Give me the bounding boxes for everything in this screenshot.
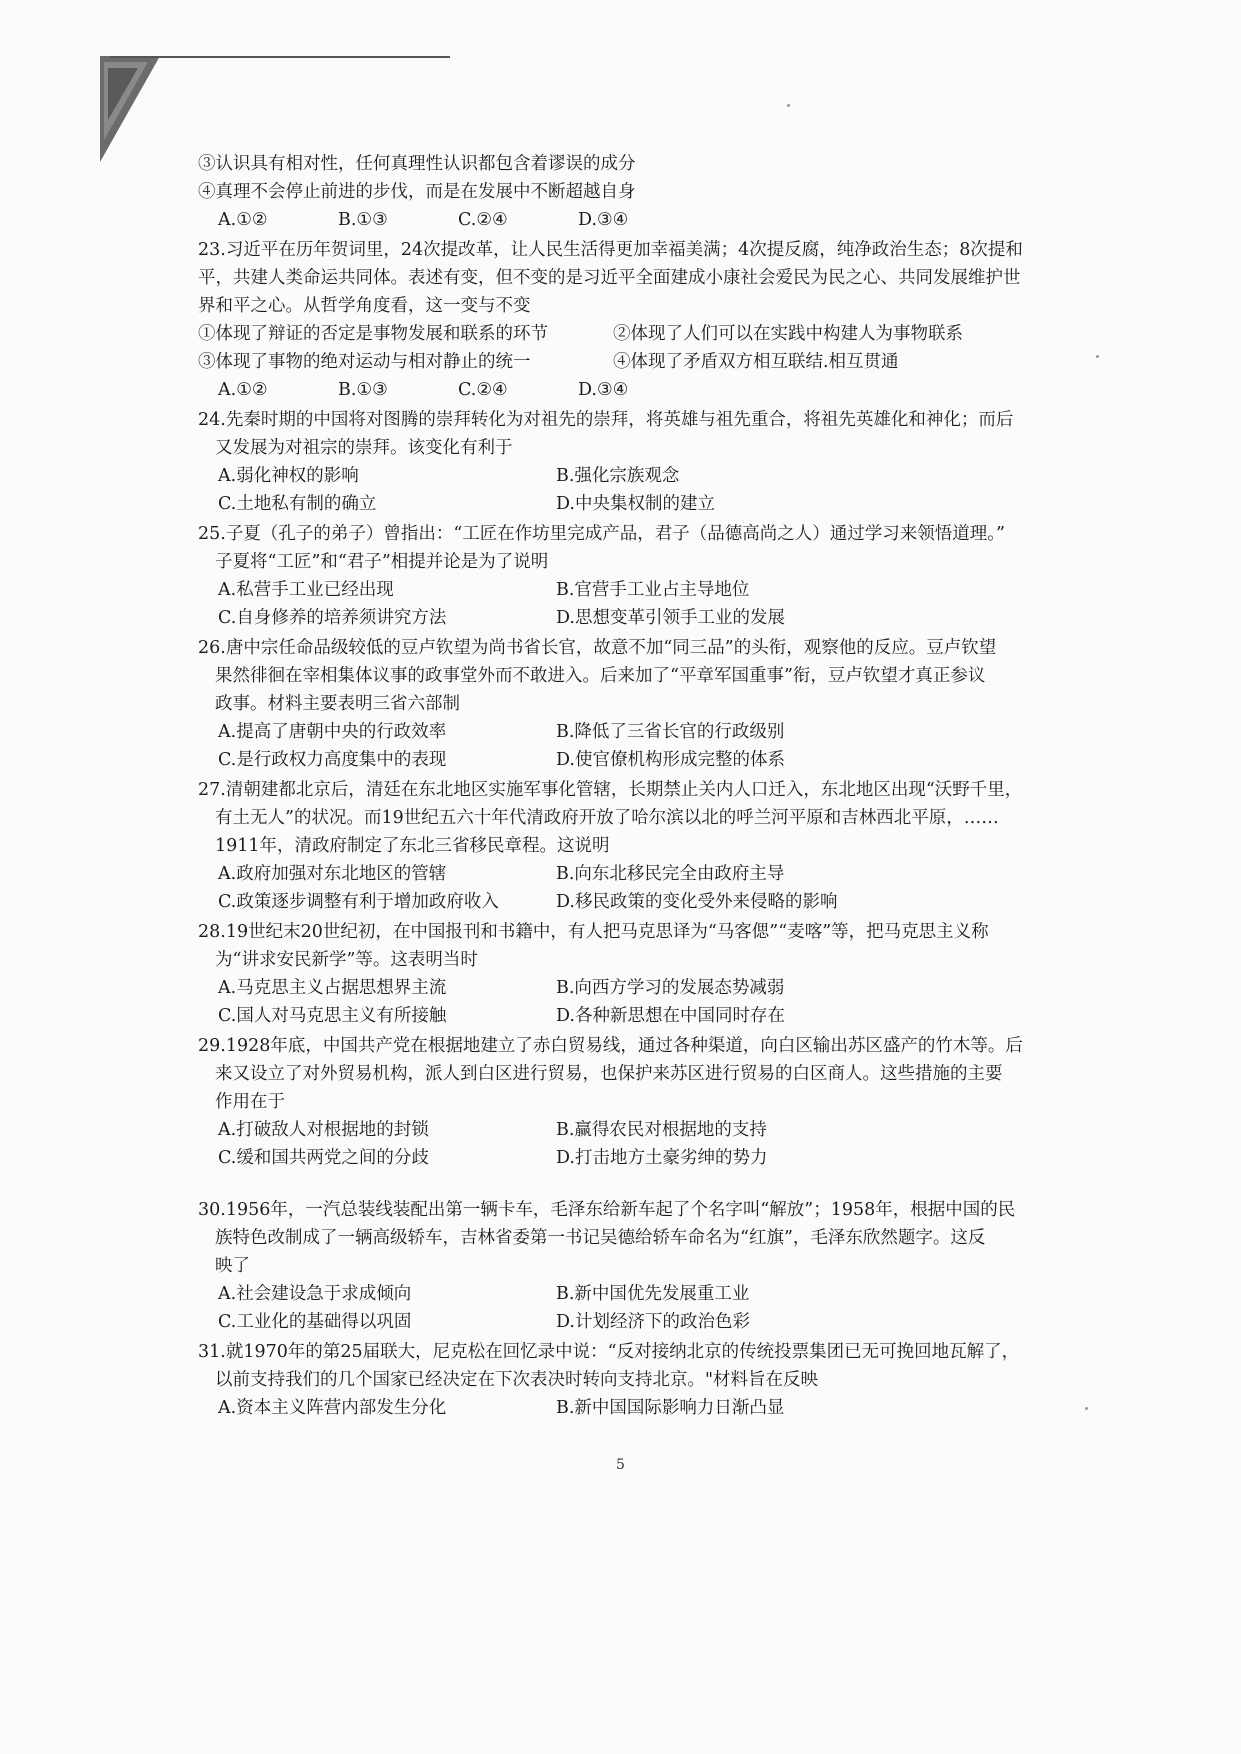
question-stem: 为“讲求安民新学”等。这表明当时	[215, 950, 478, 970]
option-a: A.①②	[218, 210, 268, 230]
question-stem: 又发展为对祖宗的崇拜。该变化有利于	[215, 438, 513, 458]
options-row	[198, 1144, 1068, 1172]
option-d: D.使官僚机构形成完整的体系	[556, 750, 785, 770]
options-row	[198, 1002, 1068, 1030]
question-stem: 26.唐中宗任命品级较低的豆卢钦望为尚书省长官，故意不加“同三品”的头衔，观察他的反应。豆卢钦望	[198, 638, 997, 658]
question-stem: 有土无人”的状况。而19世纪五六十年代清政府开放了哈尔滨以北的呼兰河平原和吉林西北平原，……	[215, 808, 999, 828]
statement: ③体现了事物的绝对运动与相对静止的统一	[198, 352, 531, 372]
scan-top-line	[110, 56, 450, 58]
option-a: A.弱化神权的影响	[218, 466, 359, 486]
question-stem: 23.习近平在历年贺词里，24次提改革，让人民生活得更加幸福美满；4次提反腐，纯净政治生态；8次提和	[198, 240, 1023, 260]
statement-4: ④真理不会停止前进的步伐，而是在发展中不断超越自身	[198, 182, 636, 202]
option-b: B.强化宗族观念	[556, 466, 680, 486]
option-c: C.国人对马克思主义有所接触	[218, 1006, 447, 1026]
option-b: B.①③	[338, 210, 388, 230]
question-28	[198, 918, 1068, 1030]
option-d: D.移民政策的变化受外来侵略的影响	[556, 892, 838, 912]
statement-row	[198, 320, 1068, 348]
option-d: D.打击地方土豪劣绅的势力	[556, 1148, 768, 1168]
question-31	[198, 1338, 1068, 1422]
question-stem: 子夏将“工匠”和“君子”相提并论是为了说明	[215, 552, 549, 572]
question-stem: 映了	[215, 1256, 250, 1276]
question-stem: 1911年，清政府制定了东北三省移民章程。这说明	[215, 836, 610, 856]
question-stem: 27.清朝建都北京后，清廷在东北地区实施军事化管辖，长期禁止关内人口迁入，东北地区出现“沃野千里，	[198, 780, 1023, 800]
question-stem: 以前支持我们的几个国家已经决定在下次表决时转向支持北京。"材料旨在反映	[215, 1370, 819, 1390]
question-stem: 29.1928年底，中国共产党在根据地建立了赤白贸易线，通过各种渠道，向白区输出苏区盛产的竹木等。后	[198, 1036, 1023, 1056]
options-row	[198, 604, 1068, 632]
option-b: B.向东北移民完全由政府主导	[556, 864, 785, 884]
question-26	[198, 634, 1068, 774]
question-stem: 作用在于	[215, 1092, 285, 1112]
question-stem: 30.1956年，一汽总装线装配出第一辆卡车，毛泽东给新车起了个名字叫“解放”；1958年，根据中国的民	[198, 1200, 1016, 1220]
option-b: B.①③	[338, 380, 388, 400]
options-row	[198, 888, 1068, 916]
statement-row	[198, 348, 1068, 376]
option-c: C.缓和国共两党之间的分歧	[218, 1148, 429, 1168]
option-b: B.赢得农民对根据地的支持	[556, 1120, 767, 1140]
option-c: C.②④	[458, 210, 508, 230]
option-a: A.打破敌人对根据地的封锁	[218, 1120, 429, 1140]
option-b: B.新中国优先发展重工业	[556, 1284, 750, 1304]
question-stem: 28.19世纪末20世纪初，在中国报刊和书籍中，有人把马克思译为“马客偲”“麦喀”等，把马克思主义称	[198, 922, 989, 942]
option-b: B.新中国国际影响力日渐凸显	[556, 1398, 785, 1418]
options-row	[198, 1308, 1068, 1336]
options-row	[198, 860, 1068, 888]
question-content	[198, 150, 1068, 1422]
option-c: C.②④	[458, 380, 508, 400]
q23-options	[198, 376, 1068, 404]
option-b: B.向西方学习的发展态势减弱	[556, 978, 785, 998]
question-29	[198, 1032, 1068, 1172]
option-a: A.社会建设急于求成倾向	[218, 1284, 412, 1304]
options-row	[198, 746, 1068, 774]
question-stem: 31.就1970年的第25届联大，尼克松在回忆录中说：“反对接纳北京的传统投票集团已无可挽回地瓦解了，	[198, 1342, 1020, 1362]
option-a: A.马克思主义占据思想界主流	[218, 978, 447, 998]
page-number: 5	[616, 1457, 625, 1473]
corner-scan-artifact	[100, 56, 160, 162]
statement: ④体现了矛盾双方相互联结.相互贯通	[613, 352, 899, 372]
options-row	[198, 974, 1068, 1002]
options-row	[198, 1394, 1068, 1422]
options-row	[198, 1280, 1068, 1308]
option-d: D.③④	[578, 380, 629, 400]
option-c: C.土地私有制的确立	[218, 494, 377, 514]
scan-speck	[1085, 1407, 1088, 1410]
options-row	[198, 490, 1068, 518]
option-d: D.计划经济下的政治色彩	[556, 1312, 750, 1332]
option-a: A.提高了唐朝中央的行政效率	[218, 722, 447, 742]
option-d: D.中央集权制的建立	[556, 494, 715, 514]
q22-options	[198, 206, 1068, 234]
option-b: B.降低了三省长官的行政级别	[556, 722, 785, 742]
spacer	[198, 1172, 1068, 1194]
options-row	[198, 1116, 1068, 1144]
option-b: B.官营手工业占主导地位	[556, 580, 750, 600]
option-a: A.资本主义阵营内部发生分化	[218, 1398, 447, 1418]
question-stem: 平，共建人类命运共同体。表述有变，但不变的是习近平全面建成小康社会爱民为民之心、共同发展维护世	[198, 268, 1021, 288]
question-24	[198, 406, 1068, 518]
question-30	[198, 1196, 1068, 1336]
statement: ②体现了人们可以在实践中构建人为事物联系	[613, 324, 963, 344]
question-23	[198, 236, 1068, 404]
question-stem: 政事。材料主要表明三省六部制	[215, 694, 460, 714]
statement-3: ③认识具有相对性，任何真理性认识都包含着谬误的成分	[198, 154, 636, 174]
question-stem: 来又设立了对外贸易机构，派人到白区进行贸易，也保护来苏区进行贸易的白区商人。这些措施的主要	[215, 1064, 1003, 1084]
option-c: C.是行政权力高度集中的表现	[218, 750, 447, 770]
question-stem: 族特色改制成了一辆高级轿车，吉林省委第一书记吴德给轿车命名为“红旗”，毛泽东欣然题字。这反	[215, 1228, 986, 1248]
scan-speck	[1096, 355, 1099, 358]
question-25	[198, 520, 1068, 632]
scan-speck	[787, 104, 790, 107]
question-27	[198, 776, 1068, 916]
statement: ①体现了辩证的否定是事物发展和联系的环节	[198, 324, 548, 344]
question-stem: 24.先秦时期的中国将对图腾的崇拜转化为对祖先的崇拜，将英雄与祖先重合，将祖先英雄化和神化；而后	[198, 410, 1014, 430]
option-a: A.①②	[218, 380, 268, 400]
question-stem: 25.子夏（孔子的弟子）曾指出：“工匠在作坊里完成产品，君子（品德高尚之人）通过学习来领悟道理。”	[198, 524, 1005, 544]
option-c: C.政策逐步调整有利于增加政府收入	[218, 892, 499, 912]
option-a: A.政府加强对东北地区的管辖	[218, 864, 447, 884]
question-stem: 界和平之心。从哲学角度看，这一变与不变	[198, 296, 531, 316]
options-row	[198, 718, 1068, 746]
option-c: C.自身修养的培养须讲究方法	[218, 608, 447, 628]
option-d: D.思想变革引领手工业的发展	[556, 608, 785, 628]
option-c: C.工业化的基础得以巩固	[218, 1312, 412, 1332]
option-a: A.私营手工业已经出现	[218, 580, 394, 600]
option-d: D.各种新思想在中国同时存在	[556, 1006, 785, 1026]
options-row	[198, 462, 1068, 490]
question-stem: 果然徘徊在宰相集体议事的政事堂外而不敢进入。后来加了“平章军国重事”衔，豆卢钦望才真正参议	[215, 666, 986, 686]
option-d: D.③④	[578, 210, 629, 230]
options-row	[198, 576, 1068, 604]
